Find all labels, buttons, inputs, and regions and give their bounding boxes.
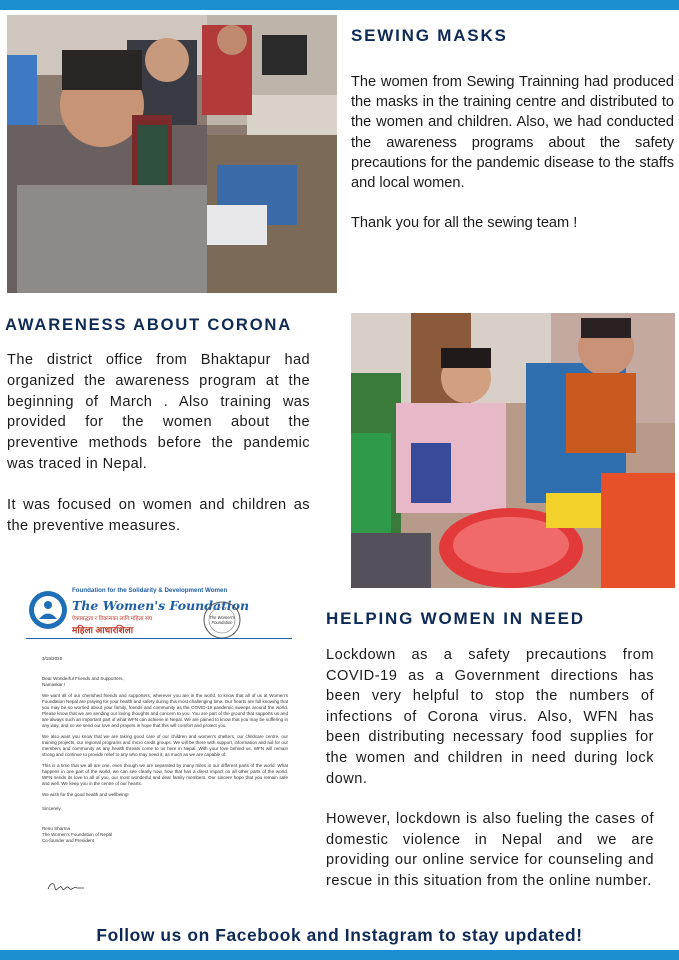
letterhead-nepali-name: महिला आधारशिला (72, 625, 134, 635)
letter-signer-org: The Women's Foundation of Nepal (42, 832, 113, 837)
letter-closing: Sincerely, (42, 806, 62, 811)
sewing-masks-paragraph-2: Thank you for all the sewing team ! (351, 215, 578, 232)
letter-signature-block (42, 806, 288, 844)
letter-body (42, 656, 288, 844)
handwashing-photo (351, 313, 675, 588)
bottom-accent-bar (0, 950, 679, 960)
letterhead-org-line: Foundation for the Solidarity & Development Women (72, 587, 228, 594)
letter-signer-name: Renu Sharma (42, 826, 71, 831)
helping-women-text (326, 645, 654, 892)
letter-signer-title: Co-founder and President (42, 838, 95, 843)
letterhead-nepali-subtitle: ऐक्यबद्धता र विकासका लागि महिला संघ (72, 616, 153, 622)
sewing-masks-photo (7, 15, 337, 293)
helping-women-heading: HELPING WOMEN IN NEED (326, 609, 585, 628)
foundation-letter (16, 578, 302, 918)
letterhead-org-name: The Women's Foundation (72, 598, 250, 613)
letter-paragraph-2: We also want you know that we are taking good care of our children and women's shelters, our childcare centre, our training projects, our regional programs and micro credit groups. We will be there with support, information and aid for our members and community as any health threats come to us here in Nepal. With your love behind us, WFN will remain strong and continue to provide relief to any who may need it, as much as we are capable of. (42, 734, 288, 757)
handwritten-signature (46, 880, 86, 892)
sewing-masks-text (351, 72, 674, 233)
awareness-text (7, 350, 310, 536)
letter-date: 3/18/2020 (42, 656, 63, 661)
awareness-paragraph-1: The district office from Bhaktapur had organized the awareness program at the beginning of March . Also training was provided for the women about the preventive methods before the pandemic was traced in Nepal. (7, 352, 310, 472)
letterhead-rule (26, 638, 292, 639)
letter-paragraph-4: We wish for the good health and wellbeing! (42, 792, 129, 797)
social-follow-banner: Follow us on Facebook and Instagram to stay updated! (96, 925, 583, 945)
sewing-masks-paragraph-1: The women from Sewing Trainning had produced the masks in the training centre and distributed to the women and children. Also, we had conducted the awareness programs about the safety precautions for the pandemic disease to the staffs and local women. (351, 74, 674, 192)
letter-paragraph-3: This is a time that we all are one, even though we are separated by many miles in our different parts of the world. What happens in one part of the world, we can see clearly now, how that has a direct impact on all other parts of the world. WFN sends its love to all of you, our most wonderful and dear family members. Our sincere hope that you remain safe and well. We keep you in the centre of our hearts. (42, 763, 288, 786)
foundation-seal-icon (202, 600, 242, 640)
svg-text:Foundation: Foundation (211, 620, 233, 625)
awareness-paragraph-2: It was focused on women and children as the preventive measures. (7, 496, 310, 534)
letter-paragraph-1: We want all of our cherished friends and supporters, wherever you are in the world, to know that all of us at Women's Foundation Nepal are praying for your health and safety during this most challenging time. Our hearts are full knowing that you may be so worried about your family, friends and community as the COVID-19 pandemic sweeps around the world. Please know that we are sending our loving thoughts and concern to you. You are part of the ground that supports us and are always such an important part of what WFN can achieve in Nepal. We are pained to know that you may be suffering in any way, and so we send our love and prayers in hope that this will comfort and protect you. (42, 693, 288, 728)
letter-salutation (42, 676, 288, 688)
top-accent-bar (0, 0, 679, 10)
helping-women-paragraph-1: Lockdown as a safety precautions from COVID-19 as a Government directions has been very helpful to stop the numbers of infections of Corona virus. Also, WFN has been distributing necessary food supplies for the women and children in need during lock down. (326, 647, 654, 787)
sewing-masks-heading: SEWING MASKS (351, 26, 508, 45)
letter-salutation-line: Dear Wonderful Friends and Supporters, (42, 676, 124, 681)
svg-text:The Women's: The Women's (209, 615, 235, 620)
letter-greeting: Namaskar ! (42, 682, 66, 687)
helping-women-paragraph-2: However, lockdown is also fueling the cases of domestic violence in Nepal and we are providing our online service for counseling and rescue in this situation from the online number. (326, 811, 654, 889)
awareness-heading: AWARENESS ABOUT CORONA (5, 315, 292, 334)
foundation-logo-icon (28, 590, 68, 630)
